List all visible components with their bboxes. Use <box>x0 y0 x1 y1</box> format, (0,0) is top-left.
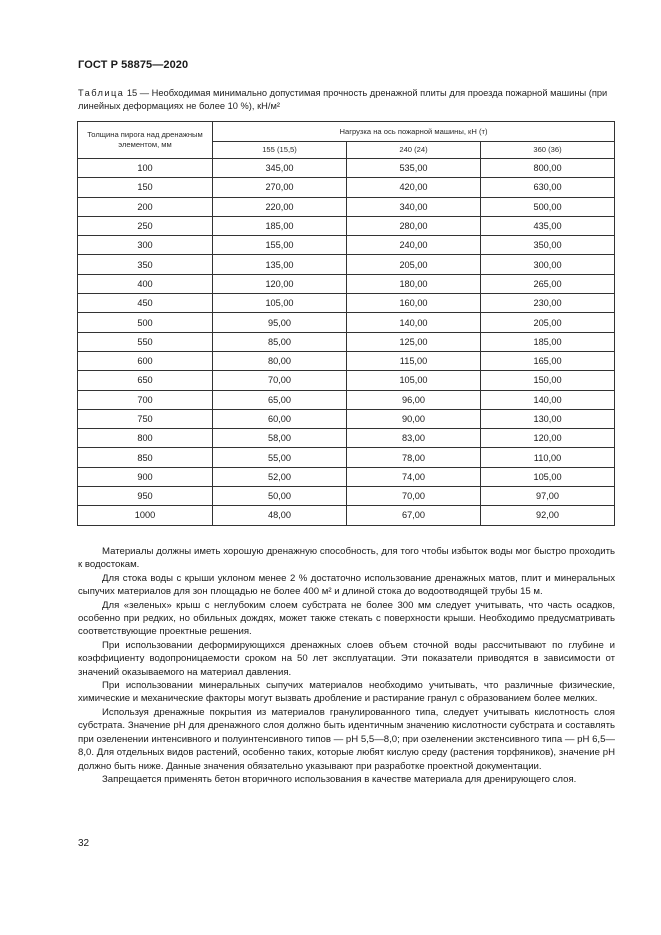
table-row <box>78 178 615 197</box>
table-cell-value: 105,00 <box>213 294 347 313</box>
table-cell-value: 135,00 <box>213 255 347 274</box>
table-subheader-load: 155 (15,5) <box>213 142 347 159</box>
table-cell-value: 180,00 <box>347 274 481 293</box>
table-cell-value: 185,00 <box>213 216 347 235</box>
table-caption <box>78 87 614 113</box>
table-cell-value: 125,00 <box>347 332 481 351</box>
table-cell-thickness: 100 <box>78 159 213 178</box>
table-cell-value: 130,00 <box>481 409 615 428</box>
page-number: 32 <box>78 838 90 849</box>
table-cell-value: 60,00 <box>213 409 347 428</box>
table-cell-value: 220,00 <box>213 197 347 216</box>
table-cell-value: 140,00 <box>481 390 615 409</box>
table-cell-value: 205,00 <box>481 313 615 332</box>
table-cell-value: 83,00 <box>347 429 481 448</box>
table-cell-value: 95,00 <box>213 313 347 332</box>
table-cell-value: 85,00 <box>213 332 347 351</box>
table-cell-value: 97,00 <box>481 487 615 506</box>
table-cell-value: 52,00 <box>213 467 347 486</box>
table-row <box>78 197 615 216</box>
table-cell-value: 160,00 <box>347 294 481 313</box>
table-cell-value: 96,00 <box>347 390 481 409</box>
paragraph: Используя дренажные покрытия из материалов гранулированного типа, следует учитывать кислотность слоя субстрата. Значение pH для дренажного слоя должно быть идентичным значению кислотности субстрата и составлять при озеленении интенсивного и полуинтенсивного типов — pH 5,5—8,0; при озеленении экстенсивного типа — pH 6,5—8,0. Для отдельных видов растений, особенно таких, которые любят кислую среду (растения торфяников), значение pH должно быть ниже. Данные значения обязательно указывают при разработке проектной документации. <box>78 706 615 772</box>
table-row <box>78 487 615 506</box>
table-cell-value: 205,00 <box>347 255 481 274</box>
table-cell-thickness: 450 <box>78 294 213 313</box>
table-cell-value: 265,00 <box>481 274 615 293</box>
table-cell-value: 55,00 <box>213 448 347 467</box>
table-cell-value: 535,00 <box>347 159 481 178</box>
table-cell-thickness: 350 <box>78 255 213 274</box>
paragraph: При использовании деформирующихся дренажных слоев объем сточной воды рассчитывают по глубине и коэффициенту водопроницаемости сроком на 50 лет эксплуатации. Эти показатели приводятся в зависимости от значений оказываемого на материал давления. <box>78 639 615 678</box>
table-cell-value: 105,00 <box>481 467 615 486</box>
table-row <box>78 448 615 467</box>
table-cell-thickness: 1000 <box>78 506 213 525</box>
table-cell-value: 280,00 <box>347 216 481 235</box>
table-cell-thickness: 650 <box>78 371 213 390</box>
table-cell-value: 67,00 <box>347 506 481 525</box>
table-cell-value: 58,00 <box>213 429 347 448</box>
table-cell-value: 150,00 <box>481 371 615 390</box>
table-row <box>78 409 615 428</box>
table-cell-thickness: 200 <box>78 197 213 216</box>
table-row <box>78 294 615 313</box>
table-cell-value: 120,00 <box>213 274 347 293</box>
table-cell-value: 435,00 <box>481 216 615 235</box>
table-cell-value: 420,00 <box>347 178 481 197</box>
table-cell-value: 80,00 <box>213 351 347 370</box>
table-cell-thickness: 550 <box>78 332 213 351</box>
table-cell-value: 500,00 <box>481 197 615 216</box>
table-cell-value: 185,00 <box>481 332 615 351</box>
table-cell-value: 115,00 <box>347 351 481 370</box>
table-cell-thickness: 300 <box>78 236 213 255</box>
table-subheader-load: 360 (36) <box>481 142 615 159</box>
table-header-thickness: Толщина пирога над дренажным элементом, мм <box>78 122 213 159</box>
paragraph: Материалы должны иметь хорошую дренажную способность, для того чтобы избыток воды мог быстро проходить к водостокам. <box>78 546 615 571</box>
table-row <box>78 429 615 448</box>
table-caption-label: Таблица <box>78 88 125 98</box>
paragraph: Запрещается применять бетон вторичного использования в качестве материала для дренирующего слоя. <box>102 773 577 785</box>
table-row <box>78 332 615 351</box>
table-subheader-load: 240 (24) <box>347 142 481 159</box>
table-cell-value: 630,00 <box>481 178 615 197</box>
table-cell-value: 65,00 <box>213 390 347 409</box>
table-cell-value: 110,00 <box>481 448 615 467</box>
table-cell-value: 350,00 <box>481 236 615 255</box>
table-cell-value: 165,00 <box>481 351 615 370</box>
table-cell-value: 70,00 <box>347 487 481 506</box>
table-cell-value: 230,00 <box>481 294 615 313</box>
strength-table <box>77 121 615 526</box>
table-row <box>78 506 615 525</box>
table-cell-value: 270,00 <box>213 178 347 197</box>
table-row <box>78 351 615 370</box>
table-cell-value: 48,00 <box>213 506 347 525</box>
body-text <box>78 545 615 786</box>
table-cell-value: 105,00 <box>347 371 481 390</box>
table-cell-thickness: 800 <box>78 429 213 448</box>
table-cell-value: 90,00 <box>347 409 481 428</box>
table-cell-value: 240,00 <box>347 236 481 255</box>
table-header-load-group: Нагрузка на ось пожарной машины, кН (т) <box>213 122 615 142</box>
table-cell-thickness: 750 <box>78 409 213 428</box>
table-cell-thickness: 900 <box>78 467 213 486</box>
table-cell-value: 140,00 <box>347 313 481 332</box>
table-cell-value: 800,00 <box>481 159 615 178</box>
table-cell-value: 92,00 <box>481 506 615 525</box>
table-cell-thickness: 950 <box>78 487 213 506</box>
table-row <box>78 236 615 255</box>
table-row <box>78 390 615 409</box>
table-cell-value: 340,00 <box>347 197 481 216</box>
table-cell-value: 300,00 <box>481 255 615 274</box>
table-cell-value: 120,00 <box>481 429 615 448</box>
table-cell-thickness: 150 <box>78 178 213 197</box>
paragraph: Для стока воды с крыши уклоном менее 2 % достаточно использование дренажных матов, плит и минеральных сыпучих материалов для зон площадью не более 400 м² и длиной стока до водоотводящей трубы 15 м. <box>78 572 615 598</box>
paragraph: Для «зеленых» крыш с неглубоким слоем субстрата не более 300 мм следует учитывать, что часть осадков, особенно при редких, но обильных дождях, может также стекать с поверхности крыши. Необходимо предусматривать соответствующие проектные решения. <box>78 599 615 638</box>
table-cell-thickness: 850 <box>78 448 213 467</box>
paragraph: При использовании минеральных сыпучих материалов необходимо учитывать, что различные физические, химические и механические факторы могут вызвать дробление и растирание гранул с образованием более мелких. <box>78 680 615 705</box>
table-row <box>78 274 615 293</box>
document-code-header: ГОСТ Р 58875—2020 <box>78 59 189 71</box>
table-cell-thickness: 400 <box>78 274 213 293</box>
table-cell-value: 345,00 <box>213 159 347 178</box>
table-caption-text: — Необходимая минимально допустимая прочность дренажной плиты для проезда пожарной машины (при линейных деформациях не более 10 %), кН/м² <box>78 88 608 111</box>
table-cell-value: 50,00 <box>213 487 347 506</box>
table-cell-thickness: 250 <box>78 216 213 235</box>
table-caption-number: 15 <box>126 88 138 98</box>
table-cell-thickness: 500 <box>78 313 213 332</box>
table-row <box>78 255 615 274</box>
table-row <box>78 371 615 390</box>
table-cell-thickness: 600 <box>78 351 213 370</box>
table-cell-thickness: 700 <box>78 390 213 409</box>
table-row <box>78 159 615 178</box>
table-row <box>78 313 615 332</box>
table-row <box>78 467 615 486</box>
table-cell-value: 74,00 <box>347 467 481 486</box>
table-cell-value: 155,00 <box>213 236 347 255</box>
table-row <box>78 216 615 235</box>
table-cell-value: 78,00 <box>347 448 481 467</box>
table-cell-value: 70,00 <box>213 371 347 390</box>
